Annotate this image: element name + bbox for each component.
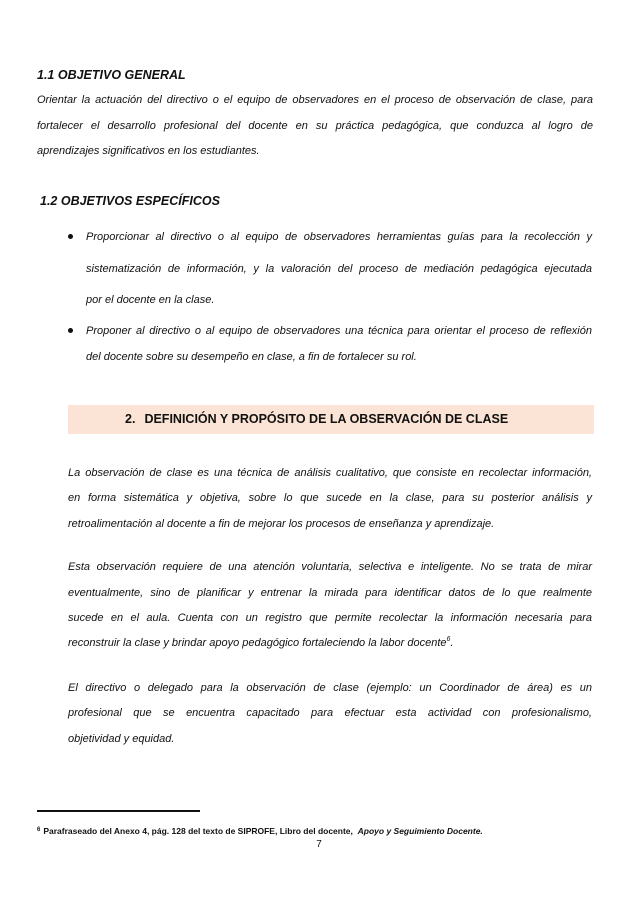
paragraph-line: profesional que se encuentra capacitado para efectuar esta actividad con profesionalismo,: [68, 707, 592, 719]
footnote-reference: 6: [446, 636, 451, 643]
section-number: 2.: [125, 412, 136, 426]
footnote-text: Parafraseado del Anexo 4, pág. 128 del texto de SIPROFE, Libro del docente,: [43, 826, 353, 836]
paragraph-line-text: reconstruir la clase y brindar apoyo pedagógico fortaleciendo la labor docente: [68, 637, 447, 649]
page-number: 7: [316, 839, 322, 850]
footnote-separator: [37, 810, 200, 812]
observacion-paragraph: [68, 559, 592, 653]
paragraph-line: objetividad y equidad.: [68, 733, 175, 745]
section-heading-title: DEFINICIÓN Y PROPÓSITO DE LA OBSERVACIÓN DE CLASE: [144, 412, 509, 426]
paragraph-line: Esta observación requiere de una atención voluntaria, selectiva e inteligente. No se trata de mirar: [68, 561, 592, 573]
paragraph-line-end: .: [450, 637, 454, 649]
objetivo-general-paragraph: [37, 92, 593, 157]
paragraph-line: Orientar la actuación del directivo o el equipo de observadores en el proceso de observación de clase, para: [37, 94, 593, 106]
bullet-line: sistematización de información, y la valoración del proceso de mediación pedagógica ejecutada: [86, 263, 592, 275]
paragraph-line: retroalimentación al docente a fin de mejorar los procesos de enseñanza y aprendizaje.: [68, 518, 495, 530]
footnote-marker: 6: [37, 827, 41, 833]
section-title-objetivos-especificos: 1.2 OBJETIVOS ESPECÍFICOS: [40, 194, 220, 208]
paragraph-line: en forma sistemática y objetiva, sobre lo que sucede en la clase, para su posterior análisis y: [68, 492, 592, 504]
paragraph-line: aprendizajes significativos en los estudiantes.: [37, 145, 260, 157]
paragraph-line: [68, 635, 592, 651]
bullet-icon: [68, 328, 73, 333]
directivo-paragraph: [68, 680, 592, 748]
bullet-line: Proporcionar al directivo o al equipo de observadores herramientas guías para la recolección y: [86, 231, 592, 243]
footnote: [37, 825, 483, 837]
section-heading: [125, 405, 508, 434]
section-heading-box: [68, 405, 594, 434]
section-title-objetivo-general: 1.1 OBJETIVO GENERAL: [37, 68, 186, 82]
footnote-emphasis: Apoyo y Seguimiento Docente.: [357, 826, 483, 836]
bullet-line: Proponer al directivo o al equipo de observadores una técnica para orientar el proceso de reflexión: [86, 325, 592, 337]
definicion-paragraph: [68, 465, 592, 533]
paragraph-line: fortalecer el desarrollo profesional del docente en su práctica pedagógica, que conduzca al logro de: [37, 120, 593, 132]
paragraph-line: El directivo o delegado para la observación de clase (ejemplo: un Coordinador de área) es un: [68, 682, 592, 694]
bullet-item: [68, 229, 592, 309]
paragraph-line: La observación de clase es una técnica de análisis cualitativo, que consiste en recolectar información,: [68, 467, 592, 479]
bullet-line: por el docente en la clase.: [86, 294, 215, 306]
bullet-icon: [68, 234, 73, 239]
bullet-line: del docente sobre su desempeño en clase, a fin de fortalecer su rol.: [86, 351, 417, 363]
paragraph-line: eventualmente, sino de planificar y entrenar la mirada para identificar datos de lo que realmente: [68, 587, 592, 599]
paragraph-line: sucede en el aula. Cuenta con un registro que permite recolectar la información necesaria para: [68, 612, 592, 624]
bullet-item: [68, 323, 592, 367]
